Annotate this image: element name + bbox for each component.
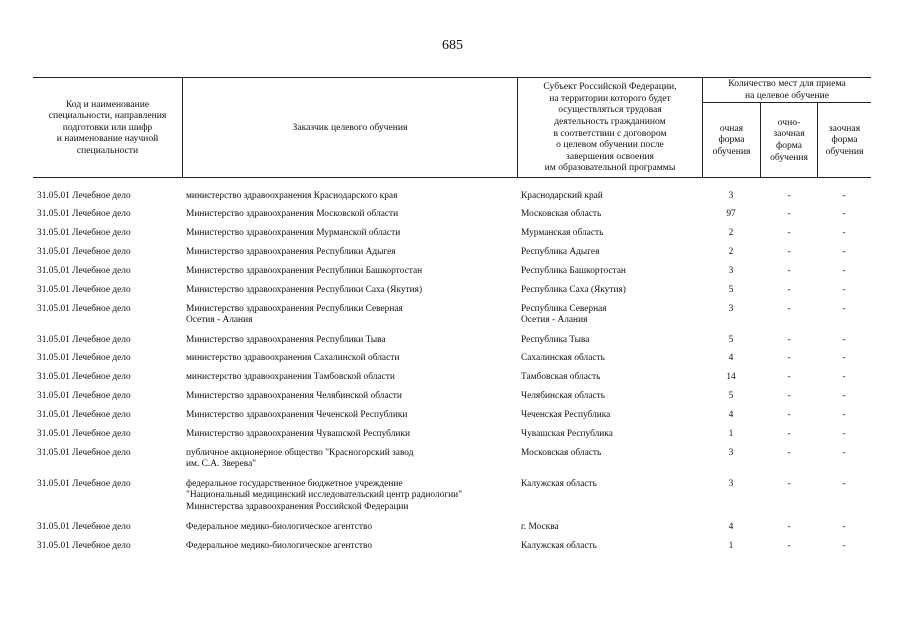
cell-subject: Челябинская область (521, 391, 606, 401)
cell-full-time: 4 (728, 410, 734, 420)
cell-customer: министерство здравоохранения Сахалинской области (186, 353, 400, 363)
cell-part-time: - (787, 335, 791, 345)
cell-customer: Федеральное медико-биологическое агентство (186, 522, 373, 532)
cell-extramural: - (842, 285, 846, 295)
cell-extramural: - (842, 448, 846, 458)
cell-full-time: 3 (728, 304, 734, 314)
cell-extramural: - (842, 372, 846, 382)
cell-code: 31.05.01 Лечебное дело (37, 448, 131, 458)
cell-extramural: - (842, 353, 846, 363)
header-subject: Субъект Российской Федерации, на территории которого будет осуществляться трудовая деятельность гражданином в соответствии с договором о целевом обучении после завершения освоения им образовательной программы (543, 81, 677, 174)
cell-code: 31.05.01 Лечебное дело (37, 429, 131, 439)
header-part-time: очно- заочная форма обучения (770, 116, 808, 163)
cell-extramural: - (842, 429, 846, 439)
cell-code: 31.05.01 Лечебное дело (37, 209, 131, 219)
cell-code: 31.05.01 Лечебное дело (37, 266, 131, 276)
cell-subject: Республика Северная Осетия - Алания (521, 304, 607, 326)
cell-subject: Краснодарский край (521, 191, 603, 201)
cell-full-time: 5 (728, 285, 734, 295)
cell-full-time: 4 (728, 522, 734, 532)
cell-subject: Чеченская Республика (521, 410, 611, 420)
page-number: 685 (442, 38, 463, 53)
cell-full-time: 1 (728, 541, 734, 551)
cell-subject: Республика Адыгея (521, 247, 600, 257)
header-bottom-rule (33, 177, 871, 178)
cell-subject: Калужская область (521, 479, 597, 489)
cell-code: 31.05.01 Лечебное дело (37, 304, 131, 314)
cell-code: 31.05.01 Лечебное дело (37, 541, 131, 551)
cell-part-time: - (787, 372, 791, 382)
cell-code: 31.05.01 Лечебное дело (37, 247, 131, 257)
cell-customer: Министерство здравоохранения Мурманской области (186, 228, 401, 238)
cell-customer: Министерство здравоохранения Республики Саха (Якутия) (186, 285, 423, 295)
cell-part-time: - (787, 448, 791, 458)
header-full-time: очная форма обучения (712, 122, 751, 157)
cell-subject: Республика Тыва (521, 335, 590, 345)
cell-code: 31.05.01 Лечебное дело (37, 479, 131, 489)
header-code: Код и наименование специальности, направления подготовки или шифр и наименование научной специальности (48, 98, 167, 156)
cell-part-time: - (787, 304, 791, 314)
cell-full-time: 1 (728, 429, 734, 439)
cell-customer: Министерство здравоохранения Республики Северная Осетия - Алания (186, 304, 403, 326)
cell-extramural: - (842, 479, 846, 489)
cell-customer: Министерство здравоохранения Московской области (186, 209, 399, 219)
cell-full-time: 2 (728, 247, 734, 257)
cell-customer: Министерство здравоохранения Республики Тыва (186, 335, 386, 345)
cell-part-time: - (787, 429, 791, 439)
cell-code: 31.05.01 Лечебное дело (37, 285, 131, 295)
cell-subject: Мурманская область (521, 228, 604, 238)
cell-code: 31.05.01 Лечебное дело (37, 335, 131, 345)
cell-extramural: - (842, 391, 846, 401)
cell-part-time: - (787, 228, 791, 238)
cell-extramural: - (842, 209, 846, 219)
cell-full-time: 97 (726, 209, 736, 219)
cell-full-time: 2 (728, 228, 734, 238)
cell-part-time: - (787, 191, 791, 201)
cell-full-time: 3 (728, 266, 734, 276)
cell-extramural: - (842, 304, 846, 314)
header-quota-group: Количество мест для приема на целевое обучение (728, 78, 846, 101)
cell-customer: министерство здравоохранения Тамбовской области (186, 372, 395, 382)
cell-code: 31.05.01 Лечебное дело (37, 191, 131, 201)
cell-part-time: - (787, 353, 791, 363)
cell-extramural: - (842, 522, 846, 532)
cell-code: 31.05.01 Лечебное дело (37, 522, 131, 532)
cell-extramural: - (842, 247, 846, 257)
cell-subject: Сахалинская область (521, 353, 605, 363)
cell-customer: Федеральное медико-биологическое агентство (186, 541, 373, 551)
cell-customer: Министерство здравоохранения Чувашской Республики (186, 429, 410, 439)
cell-full-time: 3 (728, 479, 734, 489)
header-customer: Заказчик целевого обучения (292, 121, 408, 133)
cell-full-time: 4 (728, 353, 734, 363)
cell-full-time: 14 (726, 372, 736, 382)
cell-customer: Министерство здравоохранения Чеченской Республики (186, 410, 408, 420)
cell-subject: г. Москва (521, 522, 559, 532)
cell-part-time: - (787, 479, 791, 489)
cell-customer: Министерство здравоохранения Челябинской области (186, 391, 402, 401)
cell-customer: Министерство здравоохранения Республики Адыгея (186, 247, 396, 257)
cell-full-time: 3 (728, 448, 734, 458)
cell-extramural: - (842, 228, 846, 238)
cell-extramural: - (842, 335, 846, 345)
cell-part-time: - (787, 247, 791, 257)
cell-subject: Московская область (521, 209, 602, 219)
cell-code: 31.05.01 Лечебное дело (37, 410, 131, 420)
cell-customer: публичное акционерное общество "Красногорский завод им. С.А. Зверева" (186, 448, 414, 470)
cell-part-time: - (787, 285, 791, 295)
cell-full-time: 5 (728, 335, 734, 345)
cell-subject: Московская область (521, 448, 602, 458)
cell-full-time: 5 (728, 391, 734, 401)
cell-part-time: - (787, 522, 791, 532)
cell-code: 31.05.01 Лечебное дело (37, 391, 131, 401)
cell-code: 31.05.01 Лечебное дело (37, 353, 131, 363)
cell-part-time: - (787, 209, 791, 219)
cell-customer: Министерство здравоохранения Республики Башкортостан (186, 266, 423, 276)
cell-customer: министерство здравоохранения Краснодарского края (186, 191, 398, 201)
cell-subject: Чувашская Республика (521, 429, 613, 439)
cell-subject: Тамбовская область (521, 372, 601, 382)
cell-customer: федеральное государственное бюджетное учреждение "Национальный медицинский исследовательский центр радиологии" Министерства здравоохранения Российской Федерации (186, 479, 463, 512)
cell-subject: Республика Саха (Якутия) (521, 285, 626, 295)
cell-extramural: - (842, 191, 846, 201)
cell-part-time: - (787, 266, 791, 276)
cell-full-time: 3 (728, 191, 734, 201)
cell-code: 31.05.01 Лечебное дело (37, 228, 131, 238)
cell-part-time: - (787, 541, 791, 551)
cell-subject: Калужская область (521, 541, 597, 551)
cell-subject: Республика Башкортостан (521, 266, 626, 276)
cell-code: 31.05.01 Лечебное дело (37, 372, 131, 382)
cell-part-time: - (787, 391, 791, 401)
cell-extramural: - (842, 541, 846, 551)
cell-extramural: - (842, 410, 846, 420)
cell-part-time: - (787, 410, 791, 420)
cell-extramural: - (842, 266, 846, 276)
header-extramural: заочная форма обучения (825, 122, 864, 157)
